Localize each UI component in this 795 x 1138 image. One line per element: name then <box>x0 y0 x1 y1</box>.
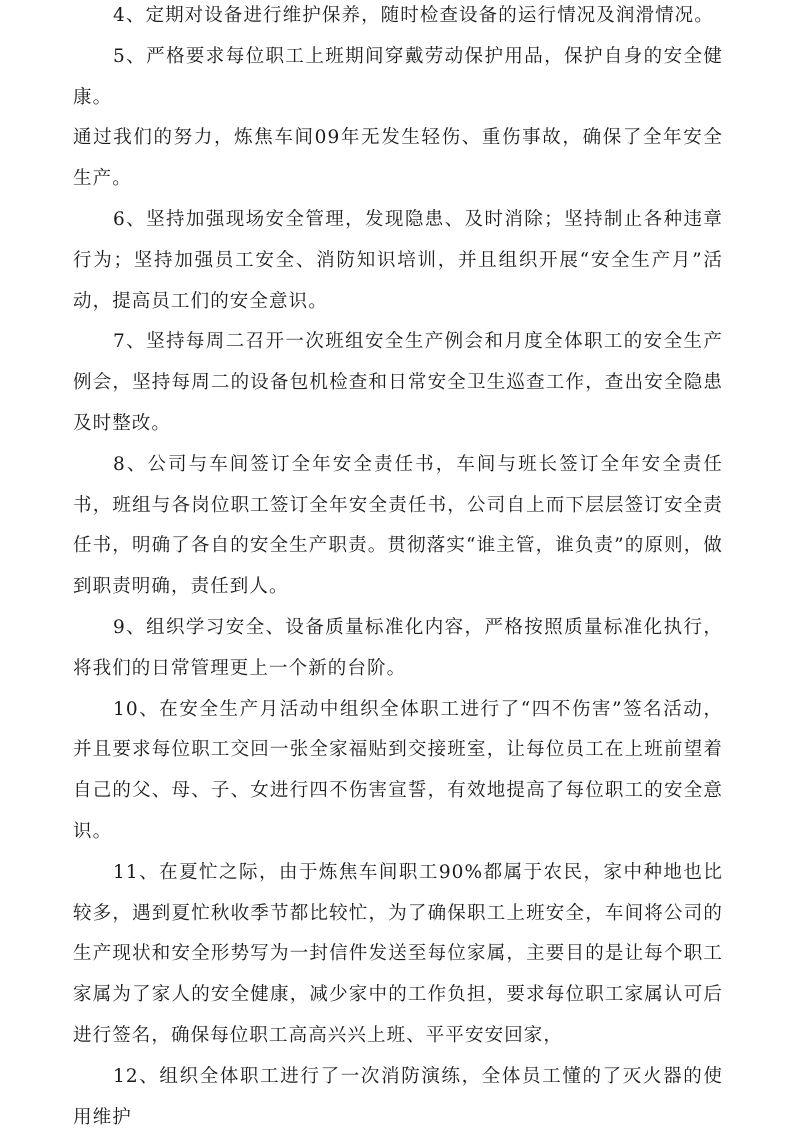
document-page <box>73 0 723 1138</box>
paragraph-item-4: 4、定期对设备进行维护保养，随时检查设备的运行情况及润滑情况。 <box>113 5 714 26</box>
paragraph-summary: 通过我们的努力，炼焦车间09年无发生轻伤、重伤事故，确保了全年安全生产。 <box>73 127 723 190</box>
paragraph-item-10: 10、在安全生产月活动中组织全体职工进行了“四不伤害”签名活动，并且要求每位职工交回一张全家福贴到交接班室，让每位员工在上班前望着自己的父、母、子、女进行四不伤害宣誓，有效地提高了每位职工的安全意识。 <box>73 698 723 842</box>
paragraph-item-8: 8、公司与车间签订全年安全责任书，车间与班长签订全年安全责任书，班组与各岗位职工签订全年安全责任书，公司自上而下层层签订安全责任书，明确了各自的安全生产职责。贯彻落实“谁主管，谁负责”的原则，做到职责明确，责任到人。 <box>73 453 723 598</box>
paragraph-item-7: 7、坚持每周二召开一次班组安全生产例会和月度全体职工的安全生产例会，坚持每周二的设备包机检查和日常安全卫生巡查工作，查出安全隐患及时整改。 <box>73 331 723 434</box>
paragraph-item-5: 5、严格要求每位职工上班期间穿戴劳动保护用品，保护自身的安全健康。 <box>73 45 723 108</box>
paragraph-item-9: 9、组织学习安全、设备质量标准化内容，严格按照质量标准化执行，将我们的日常管理更上一个新的台阶。 <box>73 616 723 679</box>
paragraph-item-6: 6、坚持加强现场安全管理，发现隐患、及时消除；坚持制止各种违章行为；坚持加强员工安全、消防知识培训，并且组织开展“安全生产月”活动，提高员工们的安全意识。 <box>73 208 723 312</box>
paragraph-item-11: 11、在夏忙之际，由于炼焦车间职工90%都属于农民，家中种地也比较多，遇到夏忙秋收季节都比较忙，为了确保职工上班安全，车间将公司的生产现状和安全形势写为一封信件发送至每位家属，主要目的是让每个职工家属为了家人的安全健康，减少家中的工作负担，要求每位职工家属认可后进行签名，确保每位职工高高兴兴上班、平平安安回家， <box>73 861 723 1046</box>
paragraph-item-12: 12、组织全体职工进行了一次消防演练，全体员工懂的了灭火器的使用维护 <box>73 1065 723 1128</box>
